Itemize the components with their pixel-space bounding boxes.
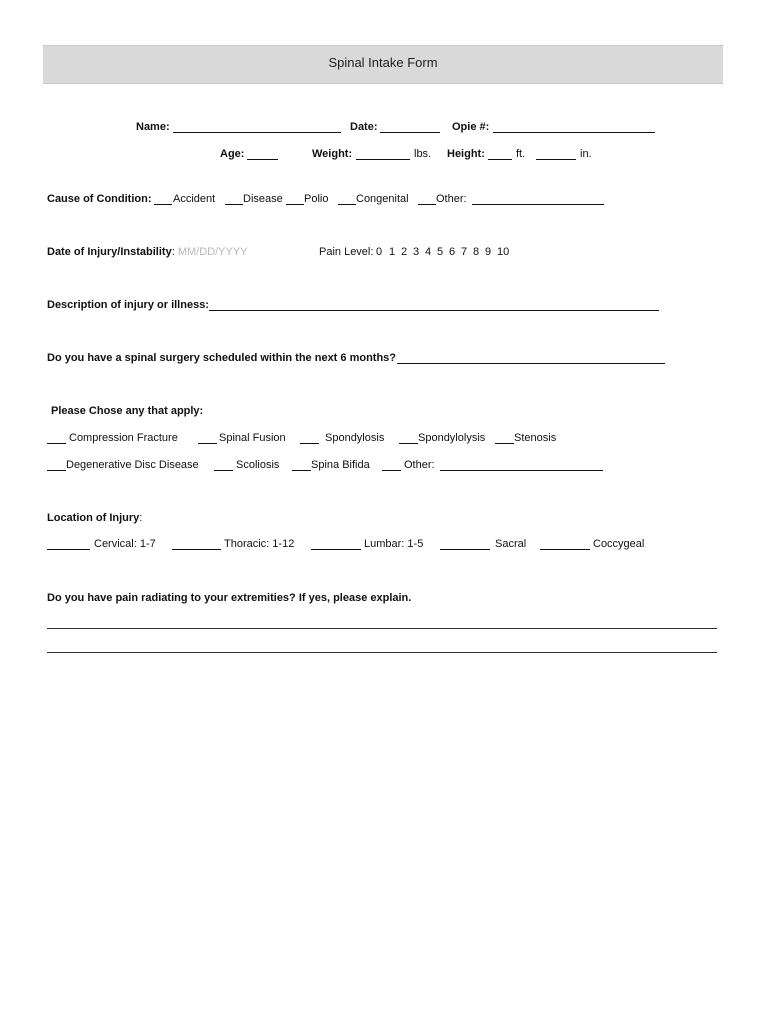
date-label: Date: [350, 121, 378, 133]
weight-field[interactable] [356, 159, 410, 160]
location-row [47, 511, 142, 525]
name-label: Name: [136, 121, 170, 133]
height-ft-field[interactable] [488, 159, 512, 160]
pain-level-7[interactable]: 7 [461, 246, 468, 258]
pain-level-10[interactable]: 10 [497, 246, 510, 258]
cond-spina-bifida-blank[interactable] [292, 470, 311, 471]
cond-spondylosis: Spondylosis [325, 432, 385, 444]
pain-level-2[interactable]: 2 [401, 246, 408, 258]
conditions-label: Please Chose any that apply: [51, 405, 204, 417]
loc-cervical-blank[interactable] [47, 549, 90, 550]
date-field[interactable] [380, 132, 440, 133]
cond-spondylolysis-blank[interactable] [399, 443, 418, 444]
cond-compression-blank[interactable] [47, 443, 66, 444]
cond-fusion: Spinal Fusion [219, 432, 286, 444]
cause-accident: Accident [173, 193, 216, 205]
name-field[interactable] [173, 132, 341, 133]
cond-other-field[interactable] [440, 470, 603, 471]
cause-other-blank[interactable] [418, 204, 436, 205]
cond-spondylolysis: Spondylolysis [418, 432, 486, 444]
loc-cervical: Cervical: 1-7 [94, 538, 156, 550]
height-ft-unit: ft. [516, 148, 526, 160]
height-in-field[interactable] [536, 159, 576, 160]
radiating-label: Do you have pain radiating to your extremities? If yes, please explain. [47, 592, 412, 604]
weight-unit: lbs. [414, 148, 432, 160]
cond-fusion-blank[interactable] [198, 443, 217, 444]
cause-other-field[interactable] [472, 204, 604, 205]
age-field[interactable] [247, 159, 278, 160]
description-label: Description of injury or illness: [47, 299, 209, 311]
cause-other: Other: [436, 193, 467, 205]
cause-accident-blank[interactable] [154, 204, 172, 205]
age-label: Age: [220, 148, 245, 160]
cond-spondylosis-blank[interactable] [300, 443, 319, 444]
cond-stenosis-blank[interactable] [495, 443, 514, 444]
loc-sacral: Sacral [495, 538, 527, 550]
title-bar [43, 45, 723, 84]
cond-spina-bifida: Spina Bifida [311, 459, 370, 471]
cause-disease: Disease [243, 193, 283, 205]
opie-field[interactable] [493, 132, 655, 133]
cause-polio: Polio [304, 193, 329, 205]
pain-level-9[interactable]: 9 [485, 246, 492, 258]
pain-level-1[interactable]: 1 [389, 246, 396, 258]
page-title: Spinal Intake Form [328, 55, 438, 70]
weight-label: Weight: [312, 148, 353, 160]
location-label: Location of Injury [47, 512, 140, 524]
radiating-answer-line-1[interactable] [47, 628, 717, 629]
cause-congenital: Congenital [356, 193, 409, 205]
cond-compression: Compression Fracture [69, 432, 178, 444]
surgery-label: Do you have a spinal surgery scheduled within the next 6 months? [47, 352, 397, 364]
cause-label: Cause of Condition: [47, 193, 152, 205]
pain-level-4[interactable]: 4 [425, 246, 432, 258]
cond-scoliosis-blank[interactable] [214, 470, 233, 471]
injury-date-row [47, 245, 248, 259]
opie-label: Opie #: [452, 121, 490, 133]
radiating-answer-line-2[interactable] [47, 652, 717, 653]
cause-polio-blank[interactable] [286, 204, 304, 205]
cond-other: Other: [404, 459, 435, 471]
loc-thoracic-blank[interactable] [172, 549, 221, 550]
loc-thoracic: Thoracic: 1-12 [224, 538, 295, 550]
description-field[interactable] [209, 310, 659, 311]
loc-coccygeal-blank[interactable] [540, 549, 590, 550]
height-label: Height: [447, 148, 485, 160]
loc-lumbar-blank[interactable] [311, 549, 361, 550]
height-in-unit: in. [580, 148, 592, 160]
cause-disease-blank[interactable] [225, 204, 243, 205]
pain-level-5[interactable]: 5 [437, 246, 444, 258]
pain-level-8[interactable]: 8 [473, 246, 480, 258]
pain-level-6[interactable]: 6 [449, 246, 456, 258]
injury-date-label: Date of Injury/Instability [47, 246, 172, 258]
loc-lumbar: Lumbar: 1-5 [364, 538, 424, 550]
pain-level-0[interactable]: 0 [376, 246, 383, 258]
loc-coccygeal: Coccygeal [593, 538, 645, 550]
cond-degenerative-blank[interactable] [47, 470, 66, 471]
pain-level-3[interactable]: 3 [413, 246, 420, 258]
cond-degenerative: Degenerative Disc Disease [66, 459, 199, 471]
cause-congenital-blank[interactable] [338, 204, 356, 205]
injury-date-input[interactable]: MM/DD/YYYY [177, 246, 248, 258]
cond-stenosis: Stenosis [514, 432, 557, 444]
injury-date-colon: : [171, 246, 175, 258]
cond-scoliosis: Scoliosis [236, 459, 280, 471]
location-colon: : [139, 512, 143, 524]
loc-sacral-blank[interactable] [440, 549, 490, 550]
pain-level-label: Pain Level: [319, 246, 374, 258]
cond-other-blank[interactable] [382, 470, 401, 471]
surgery-field[interactable] [397, 363, 665, 364]
